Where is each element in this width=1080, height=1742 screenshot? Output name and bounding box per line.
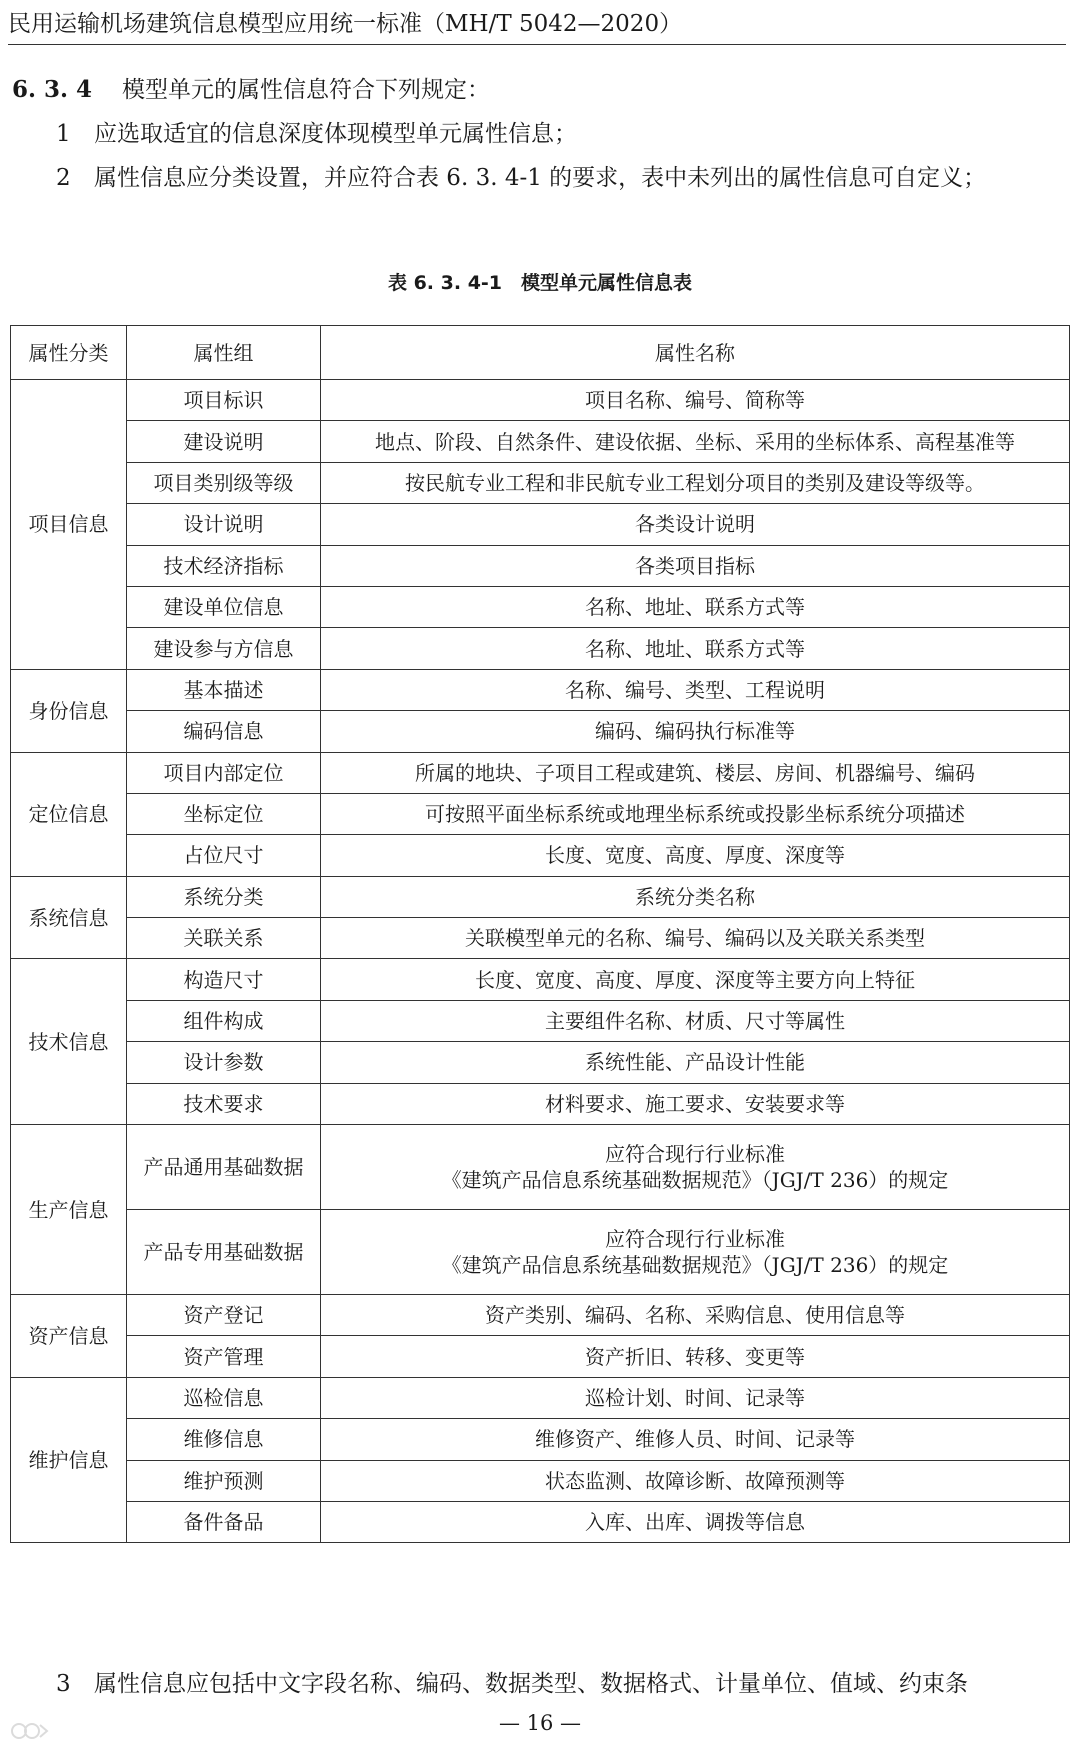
category-cell: 生产信息	[11, 1125, 127, 1295]
attributes-cell: 可按照平面坐标系统或地理坐标系统或投影坐标系统分项描述	[321, 793, 1070, 834]
table-body	[11, 380, 1070, 1543]
running-header	[8, 4, 1066, 45]
group-cell: 坐标定位	[127, 793, 321, 834]
table-row	[11, 876, 1070, 917]
table-row	[11, 711, 1070, 752]
table-row	[11, 1336, 1070, 1377]
watermark-logo-icon	[10, 1720, 50, 1742]
group-cell: 系统分类	[127, 876, 321, 917]
table-row	[11, 1419, 1070, 1460]
item-number: 1	[56, 121, 71, 147]
attributes-cell: 名称、地址、联系方式等	[321, 628, 1070, 669]
table-title: 表 6. 3. 4-1 模型单元属性信息表	[387, 272, 693, 294]
attributes-cell: 主要组件名称、材质、尺寸等属性	[321, 1000, 1070, 1041]
table-row	[11, 1083, 1070, 1124]
attributes-cell: 巡检计划、时间、记录等	[321, 1377, 1070, 1418]
group-cell: 备件备品	[127, 1501, 321, 1542]
table-row	[11, 462, 1070, 503]
item-number: 3	[56, 1671, 71, 1697]
group-cell: 编码信息	[127, 711, 321, 752]
attributes-cell: 资产折旧、转移、变更等	[321, 1336, 1070, 1377]
group-cell: 设计参数	[127, 1042, 321, 1083]
attributes-line-1: 应符合现行行业标准	[605, 1227, 785, 1252]
clause-number: 6. 3. 4	[12, 76, 93, 103]
attributes-cell: 状态监测、故障诊断、故障预测等	[321, 1460, 1070, 1501]
header-group: 属性组	[127, 326, 321, 380]
group-cell: 基本描述	[127, 669, 321, 710]
table-row	[11, 752, 1070, 793]
attributes-cell: 地点、阶段、自然条件、建设依据、坐标、采用的坐标体系、高程基准等	[321, 421, 1070, 462]
table-row	[11, 545, 1070, 586]
clause-text: 模型单元的属性信息符合下列规定：	[122, 77, 491, 103]
table-row	[11, 421, 1070, 462]
group-cell: 建设说明	[127, 421, 321, 462]
group-cell: 资产登记	[127, 1295, 321, 1336]
table-row	[11, 586, 1070, 627]
attributes-cell: 项目名称、编号、简称等	[321, 380, 1070, 421]
group-cell: 项目内部定位	[127, 752, 321, 793]
table-row	[11, 959, 1070, 1000]
table-row	[11, 1000, 1070, 1041]
item-number: 2	[56, 165, 71, 191]
group-cell: 关联关系	[127, 918, 321, 959]
table-row	[11, 1295, 1070, 1336]
attributes-cell	[321, 1210, 1070, 1295]
attributes-cell: 名称、地址、联系方式等	[321, 586, 1070, 627]
clause-item-2	[56, 160, 986, 196]
attributes-cell: 关联模型单元的名称、编号、编码以及关联关系类型	[321, 918, 1070, 959]
group-cell: 巡检信息	[127, 1377, 321, 1418]
attributes-cell: 系统分类名称	[321, 876, 1070, 917]
attribute-table	[10, 325, 1070, 1543]
watermark-logo	[10, 1720, 50, 1742]
attributes-cell: 资产类别、编码、名称、采购信息、使用信息等	[321, 1295, 1070, 1336]
header-attributes: 属性名称	[321, 326, 1070, 380]
category-cell: 系统信息	[11, 876, 127, 959]
table-row	[11, 1460, 1070, 1501]
attributes-line-1: 应符合现行行业标准	[605, 1142, 785, 1167]
group-cell: 维修信息	[127, 1419, 321, 1460]
table-row	[11, 1210, 1070, 1295]
attributes-cell: 编码、编码执行标准等	[321, 711, 1070, 752]
group-cell: 技术经济指标	[127, 545, 321, 586]
table-row	[11, 793, 1070, 834]
table-row	[11, 504, 1070, 545]
attributes-cell: 长度、宽度、高度、厚度、深度等主要方向上特征	[321, 959, 1070, 1000]
category-cell: 技术信息	[11, 959, 127, 1125]
item-text: 属性信息应包括中文字段名称、编码、数据类型、数据格式、计量单位、值域、约束条	[94, 1671, 968, 1697]
running-header-title: 民用运输机场建筑信息模型应用统一标准（MH/T 5042—2020）	[8, 11, 683, 37]
table-row	[11, 918, 1070, 959]
category-cell: 资产信息	[11, 1295, 127, 1378]
table-header-row	[11, 326, 1070, 380]
group-cell: 建设参与方信息	[127, 628, 321, 669]
group-cell: 产品专用基础数据	[127, 1210, 321, 1295]
table-row	[11, 669, 1070, 710]
item-text: 属性信息应分类设置，并应符合表 6. 3. 4-1 的要求，表中未列出的属性信息可自定义；	[94, 165, 987, 191]
page-number: — 16 —	[498, 1711, 582, 1735]
table-row	[11, 628, 1070, 669]
clause-6-3-4	[12, 72, 490, 108]
table-row	[11, 835, 1070, 876]
attributes-cell: 所属的地块、子项目工程或建筑、楼层、房间、机器编号、编码	[321, 752, 1070, 793]
group-cell: 占位尺寸	[127, 835, 321, 876]
header-category: 属性分类	[11, 326, 127, 380]
group-cell: 产品通用基础数据	[127, 1125, 321, 1210]
attributes-cell: 各类设计说明	[321, 504, 1070, 545]
attributes-cell: 长度、宽度、高度、厚度、深度等	[321, 835, 1070, 876]
category-cell: 定位信息	[11, 752, 127, 876]
table-row	[11, 1042, 1070, 1083]
attributes-cell: 系统性能、产品设计性能	[321, 1042, 1070, 1083]
table-row	[11, 380, 1070, 421]
attributes-cell: 各类项目指标	[321, 545, 1070, 586]
attributes-cell: 入库、出库、调拨等信息	[321, 1501, 1070, 1542]
attributes-cell: 按民航专业工程和非民航专业工程划分项目的类别及建设等级等。	[321, 462, 1070, 503]
category-cell: 维护信息	[11, 1377, 127, 1543]
clause-item-3	[56, 1666, 968, 1702]
group-cell: 项目类别级等级	[127, 462, 321, 503]
attributes-line-2: 《建筑产品信息系统基础数据规范》（JGJ/T 236）的规定	[441, 1168, 949, 1193]
group-cell: 建设单位信息	[127, 586, 321, 627]
table-row	[11, 1377, 1070, 1418]
category-cell: 身份信息	[11, 669, 127, 752]
attributes-cell: 材料要求、施工要求、安装要求等	[321, 1083, 1070, 1124]
attributes-cell: 维修资产、维修人员、时间、记录等	[321, 1419, 1070, 1460]
attributes-cell	[321, 1125, 1070, 1210]
group-cell: 资产管理	[127, 1336, 321, 1377]
attributes-line-2: 《建筑产品信息系统基础数据规范》（JGJ/T 236）的规定	[441, 1253, 949, 1278]
group-cell: 组件构成	[127, 1000, 321, 1041]
attributes-cell: 名称、编号、类型、工程说明	[321, 669, 1070, 710]
item-text: 应选取适宜的信息深度体现模型单元属性信息；	[94, 121, 577, 147]
group-cell: 构造尺寸	[127, 959, 321, 1000]
group-cell: 设计说明	[127, 504, 321, 545]
table-row	[11, 1125, 1070, 1210]
table-row	[11, 1501, 1070, 1542]
group-cell: 技术要求	[127, 1083, 321, 1124]
group-cell: 维护预测	[127, 1460, 321, 1501]
category-cell: 项目信息	[11, 380, 127, 670]
group-cell: 项目标识	[127, 380, 321, 421]
clause-item-1	[56, 116, 577, 152]
